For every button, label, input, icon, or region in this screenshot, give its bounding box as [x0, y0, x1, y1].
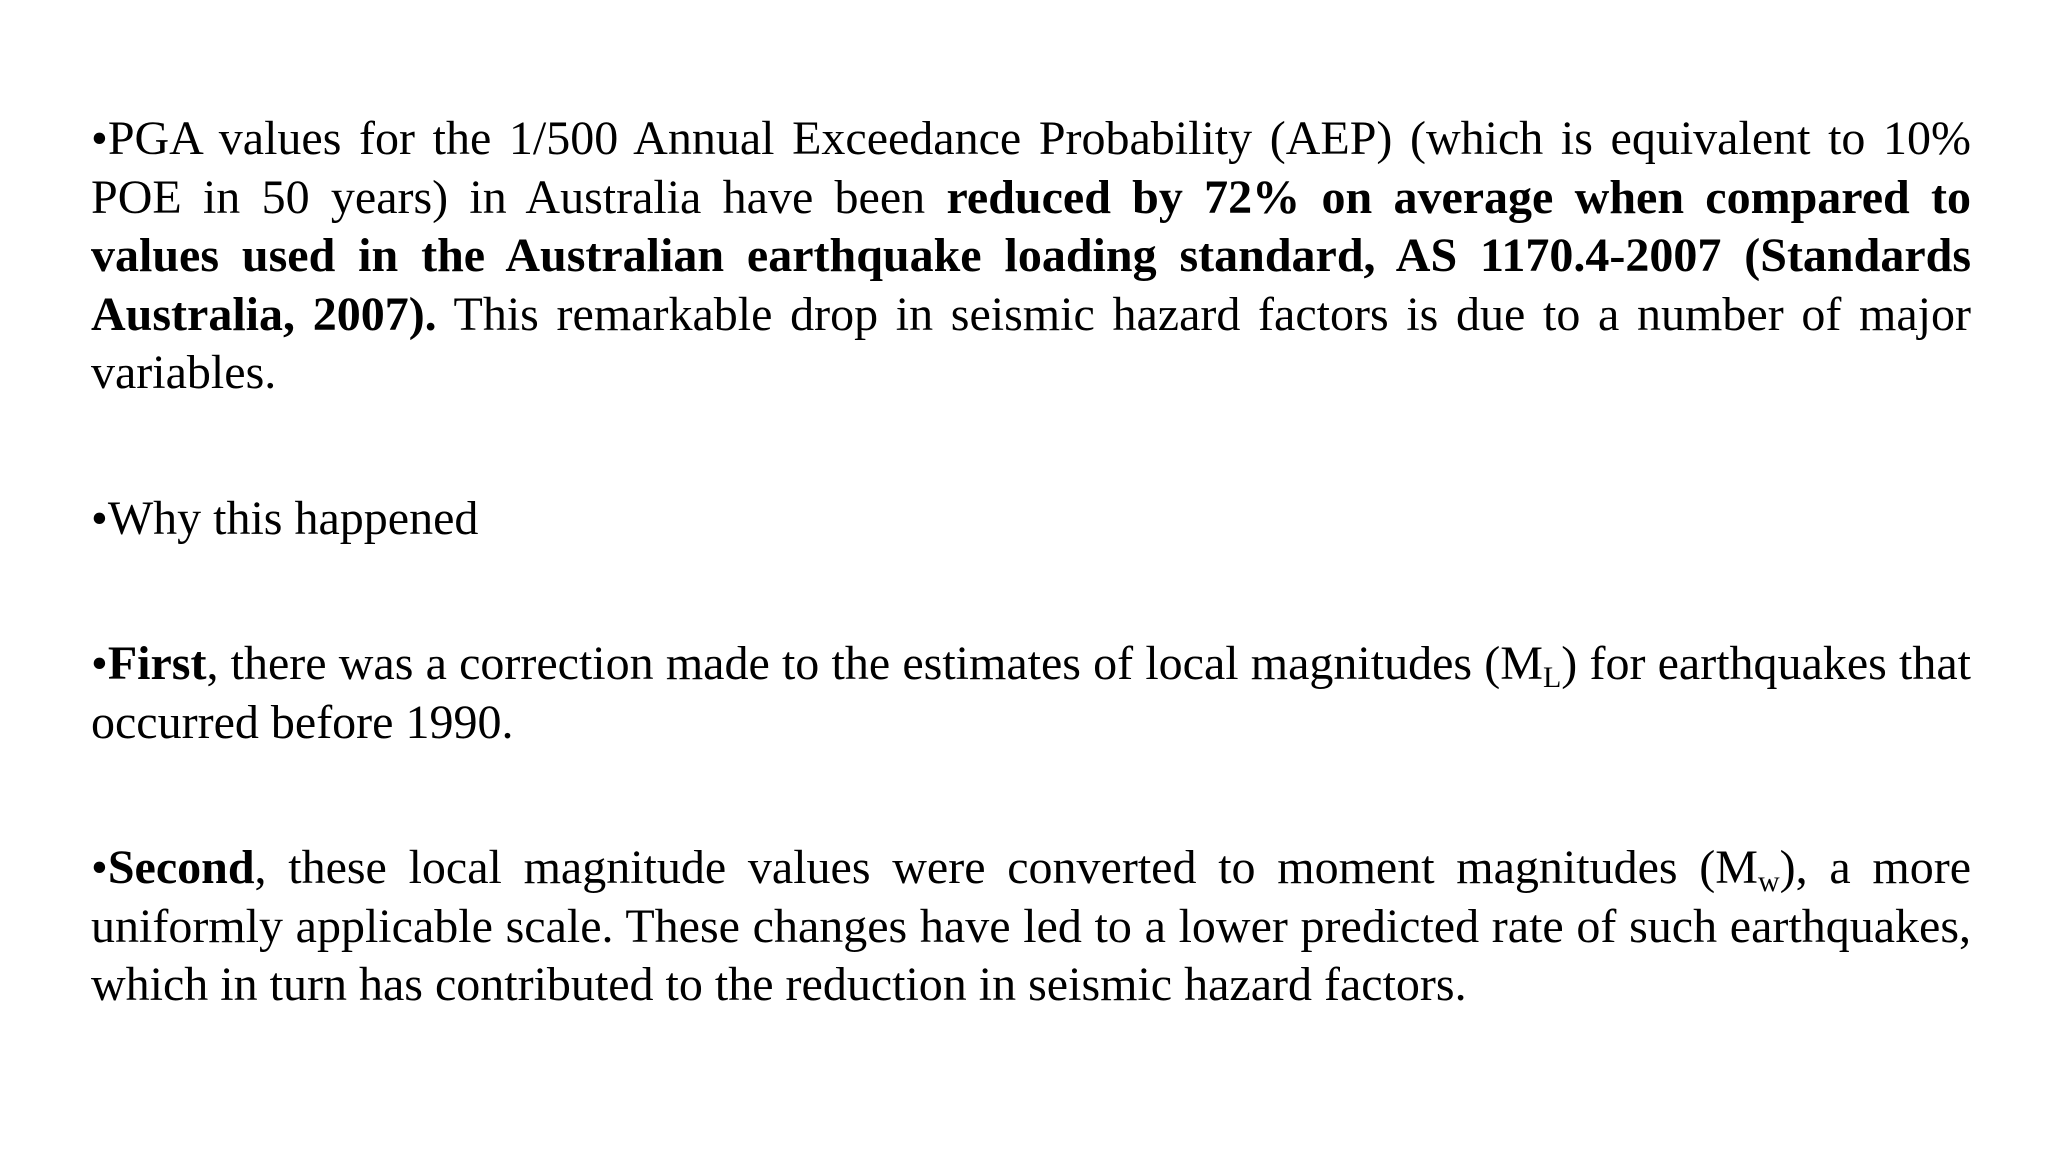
bullet: •: [91, 491, 108, 545]
paragraph-text: Why this happened: [107, 491, 479, 545]
paragraph-second: [91, 839, 1971, 1015]
bullet: •: [91, 841, 108, 894]
paragraph-bold-text: Second: [107, 841, 255, 894]
paragraph-text: , these local magnitude values were converted to moment magnitudes (M: [254, 841, 1758, 894]
bullet: •: [91, 637, 108, 690]
paragraph-bold-text: First: [107, 637, 207, 690]
paragraph-text: This remarkable drop in seismic hazard factors is due to a number of major variables.: [91, 287, 1972, 399]
paragraph-text: , there was a correction made to the estimates of local magnitudes (M: [206, 637, 1543, 690]
bullet: •: [91, 112, 108, 165]
paragraph-why-this-happened: [91, 490, 1971, 549]
paragraph-bold-text: reduced by 72% on average when compared to values used in the Australian earthquake loading standard, AS 1170.4-2007 (Standards Australia, 2007).: [91, 170, 1971, 341]
paragraph-pga-values: [91, 110, 1971, 403]
slide-body: [91, 110, 1971, 1015]
subscript: L: [1542, 661, 1562, 694]
paragraph-text: ), a more uniformly applicable scale. These changes have led to a lower predicted rate of such earthquakes, which in turn has contributed to the reduction in seismic hazard factors.: [91, 841, 1971, 1011]
paragraph-first: [91, 635, 1971, 752]
paragraph-text: PGA values for the 1/500 Annual Exceedance Probability (AEP) (which is equivalent to 10% POE in 50 years) in Australia have been: [91, 112, 1971, 224]
paragraph-text: ) for earthquakes that occurred before 1990.: [91, 637, 1972, 749]
subscript: w: [1757, 865, 1780, 898]
